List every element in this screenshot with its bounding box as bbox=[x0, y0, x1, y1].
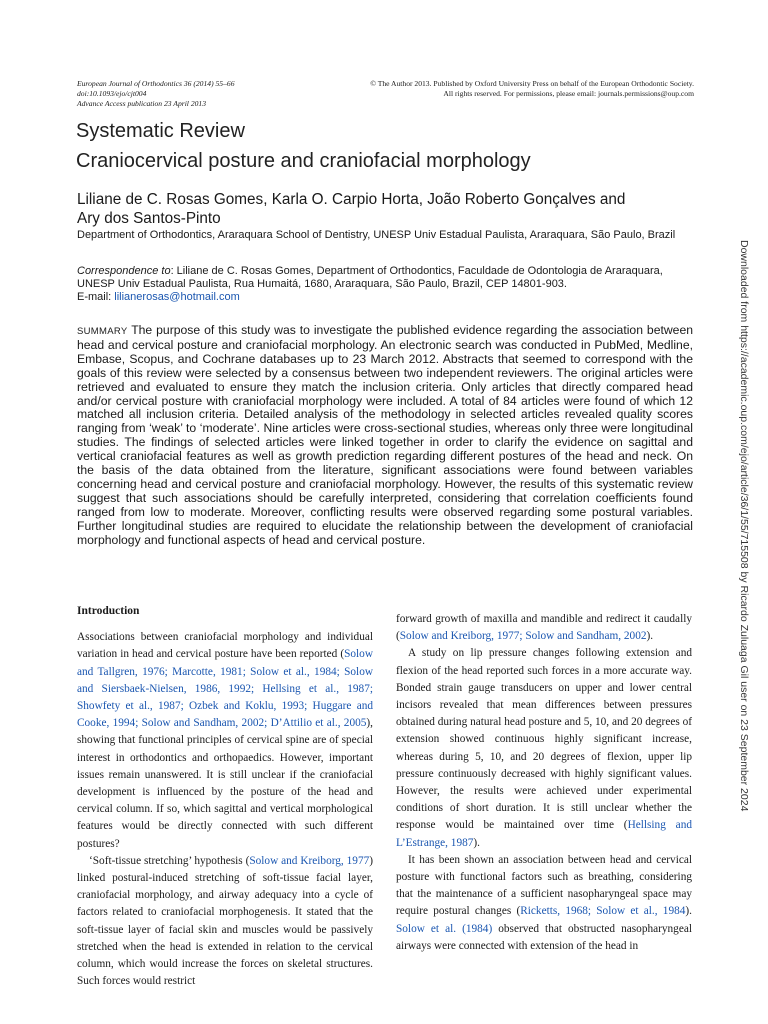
permissions-line: All rights reserved. For permissions, please email: journals.permissions@oup.com bbox=[443, 89, 694, 98]
summary-label: SUMMARY bbox=[77, 326, 128, 337]
citation-link[interactable]: Hellsing and L’Estrange, 1987 bbox=[396, 819, 692, 849]
citation-link[interactable]: Solow and Kreiborg, 1977; Solow and Sandham, 2002 bbox=[399, 630, 647, 643]
article-title: Craniocervical posture and craniofacial morphology bbox=[76, 150, 531, 172]
body-column-right bbox=[396, 611, 692, 955]
authors-line: Ary dos Santos-Pinto bbox=[77, 210, 221, 227]
download-note: Downloaded from https://academic.oup.com/ejo/article/36/1/55/715508 by Ricardo Zuluaga Gil user on 23 September 2024 bbox=[738, 240, 750, 812]
citation-link[interactable]: Solow and Kreiborg, 1977 bbox=[249, 854, 370, 867]
download-sidebar bbox=[736, 240, 750, 990]
paragraph-text: ‘Soft-tissue stretching’ hypothesis ( bbox=[89, 854, 250, 867]
copyright-line: © The Author 2013. Published by Oxford University Press on behalf of the European Orthodontic Society. bbox=[370, 79, 694, 88]
correspondence bbox=[77, 265, 697, 304]
section-heading: Introduction bbox=[77, 605, 140, 617]
paragraph-text: It has been shown an association between head and cervical posture with functional factors such as breathing, considering that the maintenance of a sufficient nasopharyngeal space may require postural changes ( bbox=[396, 853, 692, 918]
citation-link[interactable]: Solow and Tallgren, 1976; Marcotte, 1981; Solow et al., 1984; Solow and Siersbaek-Nielsen, 1986, 1992; Hellsing et al., 1987; Showfety et al., 1987; Ozbek and Koklu, 1993; Huggare and Cooke, 1994; Solow and Sandham, 2002; D’Attilio et al., 2005 bbox=[77, 648, 373, 730]
correspondence-label: Correspondence to bbox=[77, 265, 171, 277]
paragraph-text: ). bbox=[473, 836, 480, 849]
paragraph-text: forward growth of maxilla and mandible and redirect it caudally ( bbox=[396, 613, 692, 643]
article-section-type: Systematic Review bbox=[76, 120, 245, 142]
paragraph-text: ) linked postural-induced stretching of soft-tissue facial layer, craniofacial morphology, and airway adequacy into a cycle of factors related to craniofacial morphogenesis. It stated that the soft-tissue layer of facial skin and muscles would be passively stretched when the head is extended in relation to the cervical column, which would increase the forces on skeletal structures. Such forces would restrict bbox=[77, 854, 374, 988]
paragraph-text: ). bbox=[685, 905, 692, 918]
summary-text: The purpose of this study was to investigate the published evidence regarding the association between head and cervical posture and craniofacial morphology. An electronic search was conducted in PubMed, Medline, Embase, Scopus, and Cochrane databases up to 23 March 2012. Abstracts that seemed to correspond with the goals of this review were selected by a consensus between two independent reviewers. The original articles were retrieved and evaluated to ensure they match the inclusion criteria. Only articles that directly compared head and/or cervical posture with craniofacial morphology were included. A total of 84 articles were found of which 12 matched all inclusion criteria. Detailed analysis of the methodology in selected articles revealed quality scores ranging from ‘weak’ to ‘moderate’. Nine articles were cross-sectional studies, whereas only three were longitudinal studies. The findings of selected articles were linked together in order to clarify the evidence on sagittal and vertical craniofacial features as well as growth prediction regarding different postures of the head and neck. On the basis of the data obtained from the literature, significant associations were found between variables concerning head and cervical posture and craniofacial morphology. However, the results of this systematic review suggest that such associations should be carefully interpreted, considering that correlation coefficients found ranged from low to moderate. Moreover, conflicting results were observed regarding some postural variables. Further longitudinal studies are required to elucidate the relationship between the development of craniofacial morphology and functional aspects of head and cervical posture. bbox=[77, 323, 693, 547]
citation-link[interactable]: Solow et al. (1984) bbox=[396, 922, 493, 935]
correspondence-text: : Liliane de C. Rosas Gomes, Department of Orthodontics, Faculdade de Odontologia de Araraquara, UNESP Univ Estadual Paulista, Rua Humaitá, 1680, Araraquara, São Paulo, Brazil, CEP 14801-903. bbox=[77, 265, 663, 290]
paragraph-text: A study on lip pressure changes following extension and flexion of the head reported such forces in a more accurate way. Bonded strain gauge transducers on upper and lower central incisors revealed that mean differences between pressures obtained during natural head posture and 5, 10, and 20 degrees of extension showed continuous highly significant increase, whereas during 5, 10, and 20 degrees of flexion, upper lip pressure continuously decreased with highly significant values. However, the results were achieved under experimental conditions of short duration. It is still unclear whether the response would be maintained over time ( bbox=[396, 647, 692, 832]
abstract bbox=[77, 324, 693, 548]
paragraph-text: Associations between craniofacial morphology and individual variation in head and cervical posture have been reported ( bbox=[77, 631, 373, 661]
journal-line: European Journal of Orthodontics 36 (2014) 55–66 bbox=[77, 79, 235, 88]
publication-date-line: Advance Access publication 23 April 2013 bbox=[77, 99, 207, 108]
paragraph bbox=[77, 629, 373, 853]
paragraph bbox=[77, 853, 373, 991]
paragraph bbox=[396, 611, 692, 645]
citation-link[interactable]: Ricketts, 1968; Solow et al., 1984 bbox=[520, 905, 686, 918]
authors-line: Liliane de C. Rosas Gomes, Karla O. Carpio Horta, João Roberto Gonçalves and bbox=[77, 191, 626, 208]
paragraph-text: ). bbox=[646, 630, 654, 643]
paragraph bbox=[396, 645, 692, 851]
body-column-left bbox=[77, 603, 373, 990]
email-link[interactable]: lilianerosas@hotmail.com bbox=[114, 291, 240, 303]
paragraph-text: ), showing that functional principles of cervical spine are of special interest in orthodontics and orthopaedics. However, important issues remain unanswered. It is still unclear if the craniofacial development is influenced by the posture of the head and cervical column. If so, which sagittal and vertical morphological features would be directly connected with such different postures? bbox=[77, 717, 373, 850]
doi-line: doi:10.1093/ejo/cjt004 bbox=[77, 89, 147, 98]
email-label: E-mail: bbox=[77, 291, 115, 303]
paragraph bbox=[396, 852, 692, 955]
affiliation: Department of Orthodontics, Araraquara School of Dentistry, UNESP Univ Estadual Paulista, Araraquara, São Paulo, Brazil bbox=[77, 229, 676, 241]
copyright-notice bbox=[314, 79, 694, 99]
author-list bbox=[77, 190, 677, 228]
paragraph-text: observed that obstructed nasopharyngeal airways were connected with extension of the head in bbox=[396, 922, 692, 952]
